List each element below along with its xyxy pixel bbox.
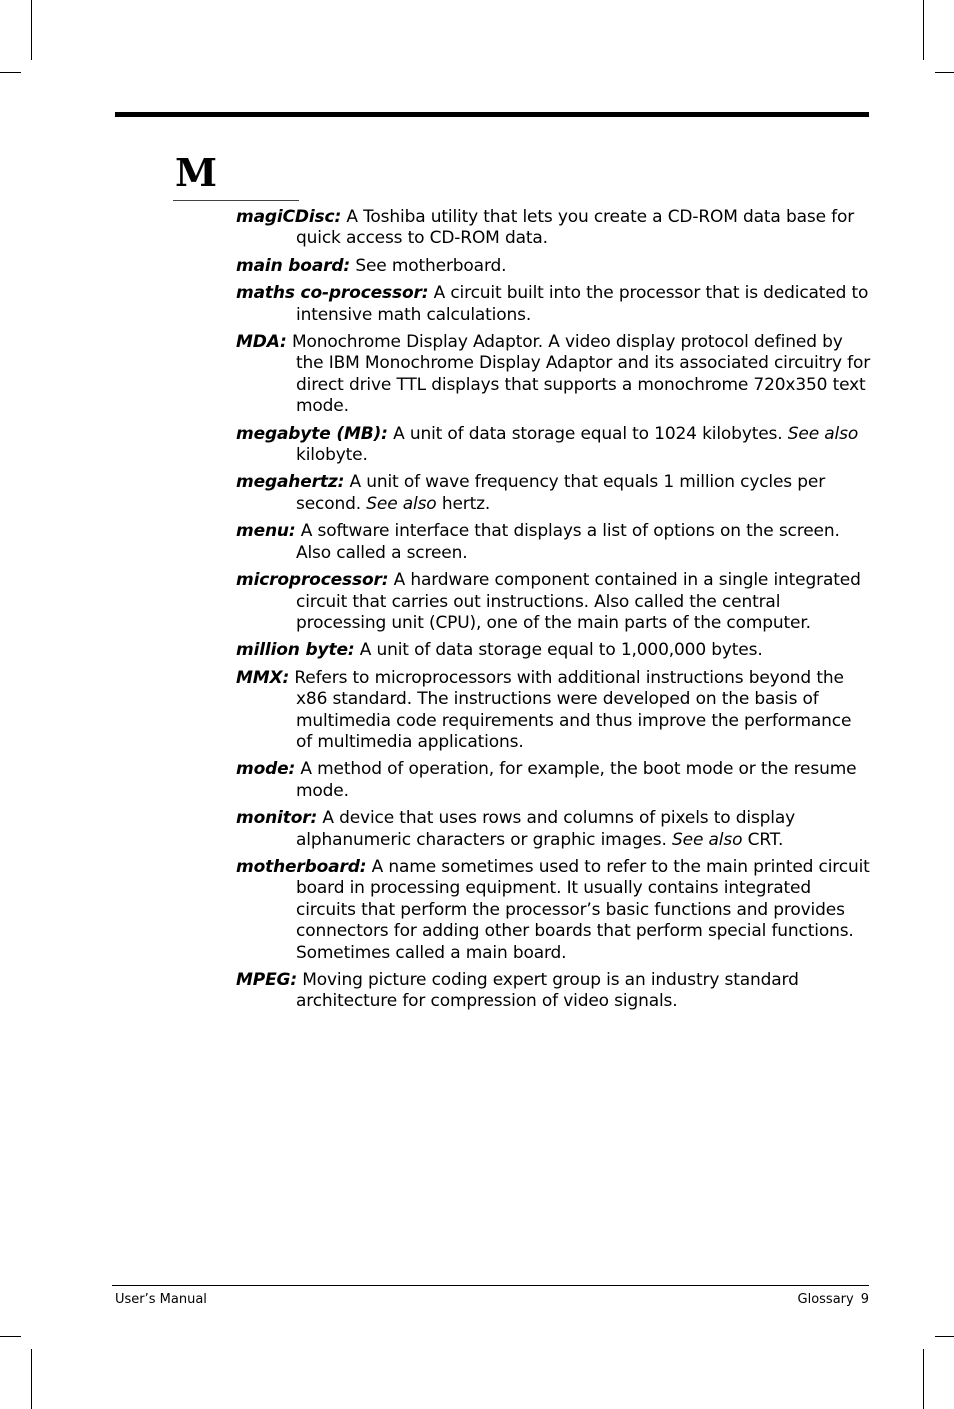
- glossary-definition: A device that uses rows and columns of pixels to display alphanumeric characters or graphic images.: [296, 808, 796, 850]
- glossary-entry: [236, 570, 872, 634]
- glossary-entry: [236, 332, 872, 418]
- crop-mark: [935, 1336, 954, 1337]
- glossary-definition: A method of operation, for example, the boot mode or the resume mode.: [295, 759, 857, 801]
- glossary-term: million byte:: [236, 640, 355, 661]
- glossary-definition: A unit of data storage equal to 1,000,000 bytes.: [354, 640, 763, 661]
- glossary-term: MMX:: [236, 667, 290, 688]
- glossary-term: maths co-processor:: [236, 283, 429, 304]
- glossary-definition: Moving picture coding expert group is an industry standard architecture for compression of video signals.: [296, 970, 799, 1012]
- top-rule: [115, 112, 869, 117]
- cross-reference-label: See also: [787, 423, 859, 444]
- crop-mark: [0, 1336, 21, 1337]
- glossary-term: monitor:: [236, 808, 318, 829]
- glossary-definition: A name sometimes used to refer to the main printed circuit board in processing equipment. It usually contains integrated circuits that perform the processor’s basic functions and provides connectors for adding other boards that perform special functions. Sometimes called a main board.: [296, 856, 870, 963]
- glossary-definition: Monochrome Display Adaptor. A video display protocol defined by the IBM Monochrome Display Adaptor and its associated circuitry for direct drive TTL displays that supports a monochrome 720x350 text mode.: [286, 332, 871, 417]
- glossary-definition: kilobyte.: [296, 445, 368, 466]
- footer-section-name: Glossary: [797, 1292, 854, 1307]
- glossary-definition: CRT.: [742, 829, 784, 850]
- glossary-definition: A hardware component contained in a single integrated circuit that carries out instructions. Also called the central processing unit (CPU), one of the main parts of the computer.: [296, 570, 861, 633]
- glossary-term: menu:: [236, 521, 296, 542]
- glossary-definition: See motherboard.: [350, 255, 507, 276]
- glossary-term: microprocessor:: [236, 570, 389, 591]
- cross-reference-label: See also: [672, 829, 743, 850]
- glossary-entry: [236, 472, 872, 515]
- glossary-term: MDA:: [236, 332, 287, 353]
- glossary-list: [236, 207, 872, 1019]
- glossary-term: megahertz:: [236, 472, 345, 493]
- glossary-entry: [236, 970, 872, 1013]
- footer-manual-title: User’s Manual: [115, 1292, 207, 1307]
- section-letter: M: [175, 150, 218, 195]
- cross-reference-label: See also: [366, 493, 437, 514]
- glossary-term: mode:: [236, 759, 296, 780]
- crop-mark: [31, 0, 32, 60]
- glossary-definition: A software interface that displays a list of options on the screen. Also called a screen.: [295, 521, 840, 563]
- page-number: 9: [860, 1292, 869, 1307]
- glossary-term: MPEG:: [236, 970, 297, 990]
- glossary-definition: A unit of wave frequency that equals 1 million cycles per second.: [296, 472, 826, 514]
- footer-rule: [112, 1285, 869, 1286]
- glossary-definition: A Toshiba utility that lets you create a CD-ROM data base for quick access to CD-ROM data.: [296, 207, 855, 249]
- crop-mark: [923, 1349, 924, 1409]
- glossary-entry: [236, 424, 872, 467]
- glossary-entry: [236, 521, 872, 564]
- glossary-entry: [236, 256, 872, 277]
- glossary-definition: A unit of data storage equal to 1024 kilobytes.: [387, 423, 788, 444]
- crop-mark: [923, 0, 924, 60]
- crop-mark: [0, 72, 21, 73]
- glossary-term: motherboard:: [236, 856, 367, 877]
- glossary-entry: [236, 808, 872, 851]
- glossary-entry: [236, 759, 872, 802]
- glossary-definition: hertz.: [436, 493, 491, 514]
- glossary-term: megabyte (MB):: [236, 423, 388, 444]
- glossary-entry: [236, 668, 872, 754]
- crop-mark: [31, 1349, 32, 1409]
- glossary-entry: [236, 283, 872, 326]
- glossary-entry: [236, 857, 872, 964]
- section-underline: [173, 200, 299, 201]
- glossary-entry: [236, 207, 872, 250]
- glossary-term: magiCDisc:: [236, 207, 342, 227]
- footer-page-label: [798, 1292, 869, 1308]
- glossary-definition: Refers to microprocessors with additional instructions beyond the x86 standard. The instructions were developed on the basis of multimedia code requirements and thus improve the performance of multimedia applications.: [289, 667, 852, 752]
- glossary-definition: A circuit built into the processor that is dedicated to intensive math calculations.: [296, 283, 869, 325]
- crop-mark: [935, 72, 954, 73]
- glossary-entry: [236, 640, 872, 661]
- glossary-term: main board:: [236, 255, 351, 276]
